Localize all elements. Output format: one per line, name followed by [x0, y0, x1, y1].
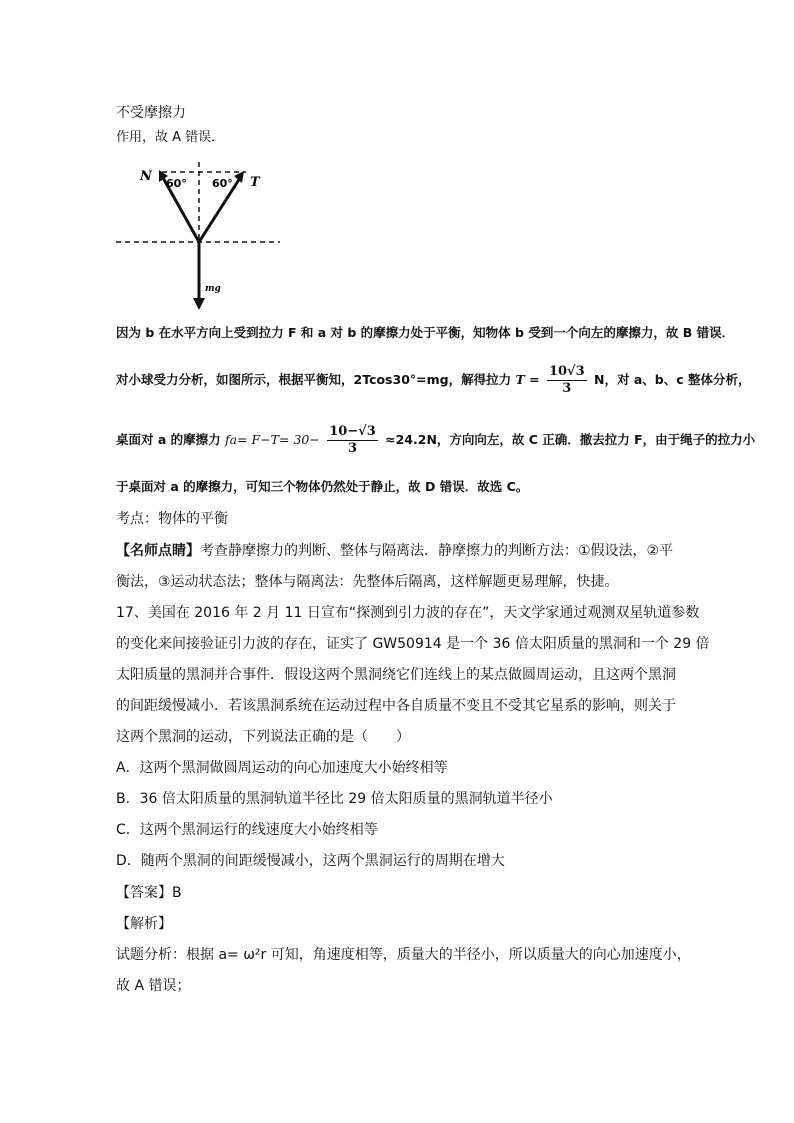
force-diagram: [110, 158, 290, 318]
fraction-denominator: 3: [347, 441, 358, 456]
mingshi-tag: 【名师点睛】: [116, 543, 200, 559]
fraction: [327, 424, 378, 457]
option-c: C．这两个黑洞运行的线速度大小始终相等: [116, 822, 378, 838]
fraction-denominator: 3: [562, 381, 572, 396]
analysis-text: ≈24.2N，方向向左，故 C 正确．撤去拉力 F，由于绳子的拉力小: [385, 432, 756, 447]
analysis-line: 因为 b 在水平方向上受到拉力 F 和 a 对 b 的摩擦力处于平衡，知物体 b 受到一个向左的摩擦力，故 B 错误．: [116, 325, 735, 340]
mingshi-text: 考查静摩擦力的判断、整体与隔离法．静摩擦力的判断方法：①假设法，②平: [200, 543, 674, 559]
kaodian: 考点：物体的平衡: [116, 511, 228, 527]
label-n: N: [140, 169, 152, 184]
formula-f: fa= F−T= 30−: [225, 432, 320, 447]
angle-left: 60°: [166, 177, 187, 190]
label-mg: mg: [205, 284, 221, 294]
question-line: 的变化来间接验证引力波的存在，证实了 GW50914 是一个 36 倍太阳质量的黑洞和一个 29 倍: [116, 636, 710, 652]
fraction-numerator: 10√3: [548, 364, 585, 379]
option-d: D．随两个黑洞的间距缓慢减小，这两个黑洞运行的周期在增大: [116, 853, 505, 869]
question-line: 太阳质量的黑洞并合事件．假设这两个黑洞绕它们连线上的某点做圆周运动，且这两个黑洞: [116, 667, 676, 683]
analysis-text: 桌面对 a 的摩擦力: [116, 432, 221, 447]
option-a: A．这两个黑洞做圆周运动的向心加速度大小始终相等: [116, 760, 448, 776]
angle-right: 60°: [212, 177, 233, 190]
solution-line: 故 A 错误；: [116, 978, 191, 994]
answer: 【答案】B: [116, 885, 182, 901]
text-line: 不受摩擦力: [116, 105, 186, 121]
solution-line: 试题分析：根据 a= ω²r 可知，角速度相等，质量大的半径小，所以质量大的向心加速度小，: [116, 947, 691, 963]
analysis-text: 对小球受力分析，如图所示，根据平衡知，2Tcos30°=mg，解得拉力: [116, 372, 512, 387]
force-mg-arrow: [193, 298, 205, 310]
formula-t: T =: [515, 372, 540, 387]
mingshi-line: 衡法，③运动状态法；整体与隔离法：先整体后隔离，这样解题更易理解，快捷。: [116, 574, 619, 590]
fraction-numerator: 10−√3: [329, 424, 376, 439]
jiexi-heading: 【解析】: [116, 916, 172, 932]
analysis-line: [116, 360, 750, 400]
mingshi-line: [116, 541, 673, 561]
label-t: T: [250, 175, 260, 190]
question-line: 这两个黑洞的运动，下列说法正确的是（ ）: [116, 729, 410, 745]
text-line: 作用，故 A 错误．: [116, 130, 225, 145]
option-b: B．36 倍太阳质量的黑洞轨道半径比 29 倍太阳质量的黑洞轨道半径小: [116, 791, 553, 807]
analysis-line: 于桌面对 a 的摩擦力，可知三个物体仍然处于静止，故 D 错误．故选 C。: [116, 479, 529, 494]
fraction: [547, 364, 587, 397]
question-line: 的间距缓慢减小．若该黑洞系统在运动过程中各自质量不变且不受其它星系的影响，则关于: [116, 698, 676, 714]
analysis-text: N，对 a、b、c 整体分析，: [594, 372, 751, 387]
question-line: 17、美国在 2016 年 2 月 11 日宣布“探测到引力波的存在”，天文学家通过观测双星轨道参数: [116, 605, 700, 621]
analysis-line: [116, 420, 755, 460]
